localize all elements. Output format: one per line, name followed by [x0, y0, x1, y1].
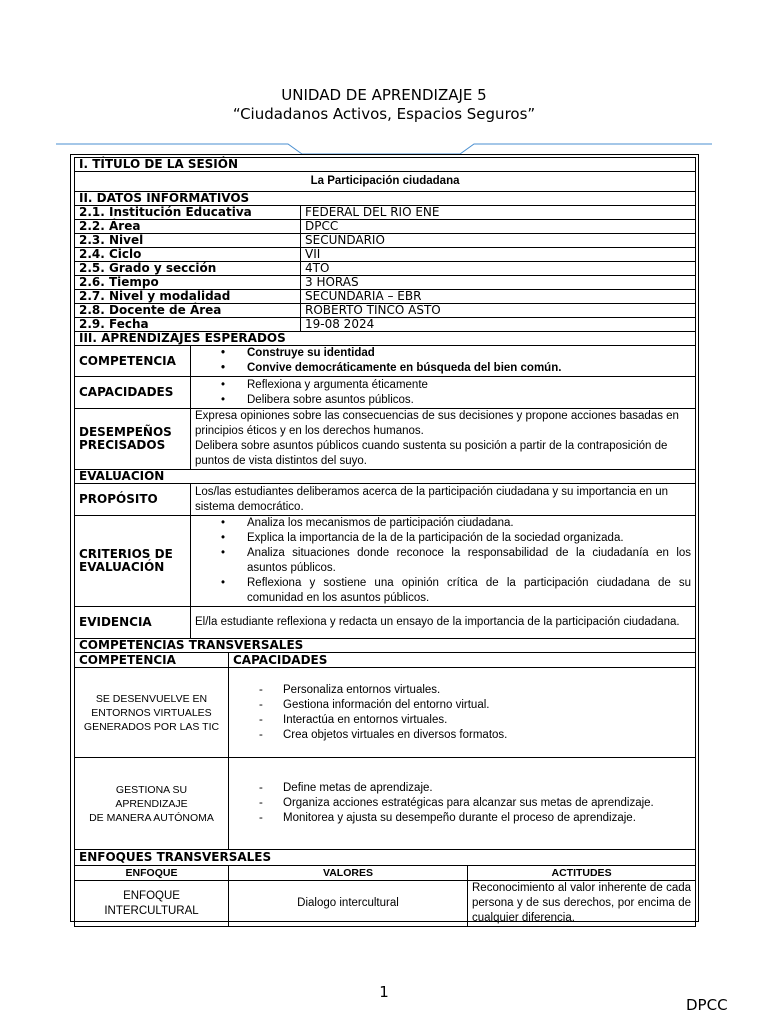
- enfoque-cell: ENFOQUE INTERCULTURAL: [75, 881, 229, 927]
- datos-label: 2.1. Institución Educativa: [75, 206, 301, 220]
- transversal-row: [75, 668, 696, 758]
- desempeno-text: Expresa opiniones sobre las consecuencias de sus decisiones y propone acciones basadas en principios éticos y en los derechos humanos.: [195, 410, 679, 437]
- datos-row: [75, 290, 696, 304]
- capacidad-item: - Organiza acciones estratégicas para alcanzar sus metas de aprendizaje.: [233, 796, 691, 811]
- datos-label: 2.5. Grado y sección: [75, 262, 301, 276]
- capacidad-item: - Gestiona información del entorno virtual.: [233, 698, 691, 713]
- desempenos-cell: [191, 409, 696, 470]
- datos-label: 2.2. Área: [75, 220, 301, 234]
- datos-value: SECUNDARIA – EBR: [301, 290, 696, 304]
- capacidad-item: - Crea objetos virtuales en diversos formatos.: [233, 728, 691, 743]
- session-frame: [70, 154, 699, 922]
- datos-row: [75, 220, 696, 234]
- transversal-competencia: SE DESENVUELVE EN ENTORNOS VIRTUALES GENERADOS POR LAS TIC: [75, 668, 229, 758]
- competencia-item: • Convive democráticamente en búsqueda del bien común.: [195, 361, 691, 376]
- section-title-session: I. TÍTULO DE LA SESIÓN: [75, 158, 696, 172]
- valor-cell: Dialogo intercultural: [229, 881, 468, 927]
- datos-value: FEDERAL DEL RIO ENE: [301, 206, 696, 220]
- desempenos-label: DESEMPEÑOS PRECISADOS: [75, 409, 191, 470]
- datos-row: [75, 304, 696, 318]
- desempeno-text: Delibera sobre asuntos públicos cuando sustenta su posición a partir de la contraposición de puntos de vista distintos del suyo.: [195, 440, 668, 467]
- section-aprendizajes: III. APRENDIZAJES ESPERADOS: [75, 332, 696, 346]
- datos-value: SECUNDARIO: [301, 234, 696, 248]
- datos-row: [75, 276, 696, 290]
- criterios-label: CRITERIOS DE EVALUACIÓN: [75, 516, 191, 607]
- transversal-capacidades: [229, 758, 696, 850]
- session-table: [74, 157, 696, 927]
- capacidad-item: • Delibera sobre asuntos públicos.: [195, 393, 691, 408]
- datos-value: 4TO: [301, 262, 696, 276]
- col-enfoque: ENFOQUE: [75, 866, 229, 881]
- datos-label: 2.8. Docente de Área: [75, 304, 301, 318]
- document-title: UNIDAD DE APRENDIZAJE 5: [281, 86, 487, 104]
- capacidad-item: - Monitorea y ajusta su desempeño durante el proceso de aprendizaje.: [233, 811, 691, 826]
- footer-label: DPCC: [686, 996, 728, 1014]
- datos-label: 2.7. Nivel y modalidad: [75, 290, 301, 304]
- capacidades-label: CAPACIDADES: [75, 377, 191, 409]
- criterio-item: • Reflexiona y sostiene una opinión crítica de la participación ciudadana de su comunidad en los asuntos públicos.: [195, 576, 691, 606]
- document-subtitle: “Ciudadanos Activos, Espacios Seguros”: [232, 105, 536, 123]
- datos-value: ROBERTO TINCO ASTO: [301, 304, 696, 318]
- datos-label: 2.6. Tiempo: [75, 276, 301, 290]
- capacidad-item: - Personaliza entornos virtuales.: [233, 683, 691, 698]
- datos-row: [75, 234, 696, 248]
- criterio-item: • Analiza los mecanismos de participación ciudadana.: [195, 516, 691, 531]
- transversal-competencia: GESTIONA SU APRENDIZAJE DE MANERA AUTÓNOMA: [75, 758, 229, 850]
- capacidades-cell: [191, 377, 696, 409]
- proposito-label: PROPÓSITO: [75, 484, 191, 516]
- criterio-item: • Explica la importancia de la de la participación de la sociedad organizada.: [195, 531, 691, 546]
- datos-row: [75, 206, 696, 220]
- datos-value: DPCC: [301, 220, 696, 234]
- datos-label: 2.3. Nivel: [75, 234, 301, 248]
- col-capacidades: CAPACIDADES: [229, 653, 696, 668]
- evidencia-text: El/la estudiante reflexiona y redacta un ensayo de la importancia de la participación ciudadana.: [191, 607, 696, 639]
- actitud-cell: Reconocimiento al valor inherente de cada persona y de sus derechos, por encima de cualquier diferencia.: [468, 881, 696, 927]
- col-actitudes: ACTITUDES: [468, 866, 696, 881]
- section-evaluacion: EVALUACION: [75, 470, 696, 484]
- competencia-label: COMPETENCIA: [75, 346, 191, 377]
- capacidad-item: - Define metas de aprendizaje.: [233, 781, 691, 796]
- proposito-text: Los/las estudiantes deliberamos acerca de la participación ciudadana y su importancia en un sistema democrático.: [191, 484, 696, 516]
- section-enfoques: ENFOQUES TRANSVERSALES: [75, 850, 696, 866]
- datos-row: [75, 318, 696, 332]
- competencias-cell: [191, 346, 696, 377]
- transversal-capacidades: [229, 668, 696, 758]
- section-datos: II. DATOS INFORMATIVOS: [75, 192, 696, 206]
- criterio-item: • Analiza situaciones donde reconoce la responsabilidad de la ciudadanía en los asuntos públicos.: [195, 546, 691, 576]
- datos-value: VII: [301, 248, 696, 262]
- datos-label: 2.4. Ciclo: [75, 248, 301, 262]
- competencia-item: • Construye su identidad: [195, 346, 691, 361]
- section-transversales: COMPETENCIAS TRANSVERSALES: [75, 639, 696, 653]
- transversal-row: [75, 758, 696, 850]
- enfoque-row: [75, 881, 696, 927]
- datos-row: [75, 262, 696, 276]
- page-number: 1: [379, 983, 389, 1001]
- datos-label: 2.9. Fecha: [75, 318, 301, 332]
- criterios-cell: [191, 516, 696, 607]
- col-competencia: COMPETENCIA: [75, 653, 229, 668]
- capacidad-item: - Interactúa en entornos virtuales.: [233, 713, 691, 728]
- datos-value: 3 HORAS: [301, 276, 696, 290]
- session-title: La Participación ciudadana: [75, 172, 696, 192]
- capacidad-item: • Reflexiona y argumenta éticamente: [195, 378, 691, 393]
- evidencia-label: EVIDENCIA: [75, 607, 191, 639]
- datos-row: [75, 248, 696, 262]
- col-valores: VALORES: [229, 866, 468, 881]
- datos-value: 19-08 2024: [301, 318, 696, 332]
